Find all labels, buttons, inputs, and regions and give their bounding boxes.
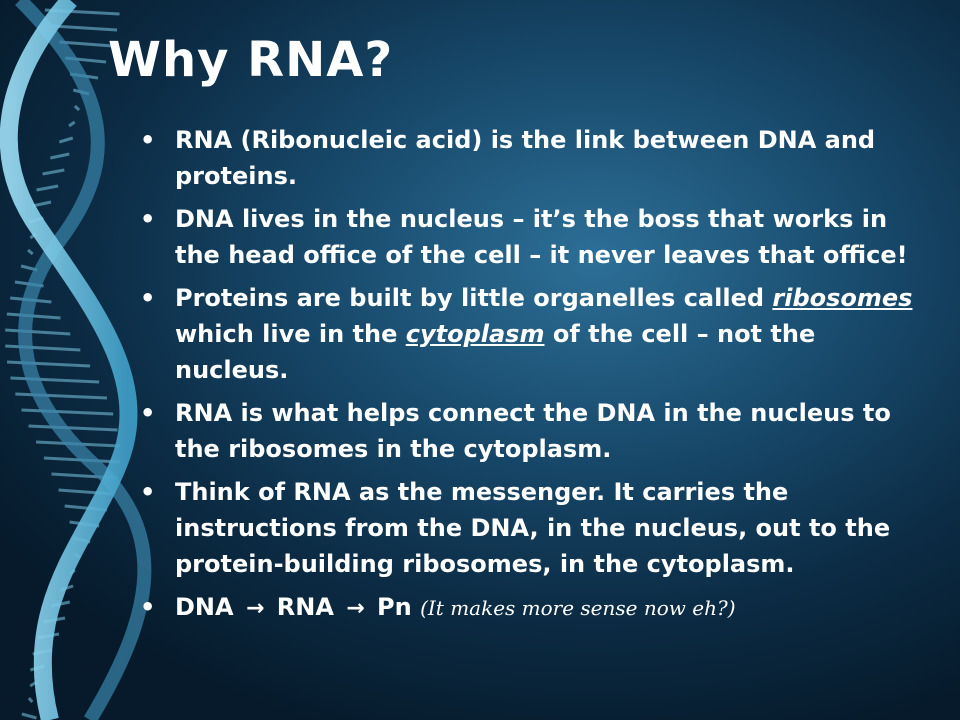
term-cytoplasm: cytoplasm <box>405 320 545 348</box>
bullet-text-part: Proteins are built by little organelles called <box>175 284 773 312</box>
bullet-item <box>140 122 930 194</box>
helix-rung <box>22 714 37 718</box>
helix-rung <box>59 138 72 142</box>
bullet-item <box>140 280 930 388</box>
helix-rung <box>75 106 79 110</box>
helix-rung <box>5 346 80 350</box>
helix-rung <box>5 330 70 334</box>
right-arrow-icon: → <box>245 596 265 621</box>
helix-rung <box>29 698 32 702</box>
flow-rna: RNA <box>276 593 334 621</box>
bullet-item <box>140 474 930 582</box>
bullet-text: DNA lives in the nucleus – it’s the boss that works in the head office of the cell – it never leaves that office! <box>175 205 908 269</box>
aside-remark: (It makes more sense now eh?) <box>420 596 736 620</box>
helix-rung <box>7 314 61 318</box>
bullet-item <box>140 589 930 627</box>
flow-dna: DNA <box>175 593 234 621</box>
bullet-text-part: which live in the <box>175 320 406 348</box>
bullet-text-part: of the cell – not the nucleus. <box>175 320 816 384</box>
bullet-marker: • <box>140 593 156 621</box>
helix-rung <box>21 410 113 414</box>
bullet-marker: • <box>140 205 156 233</box>
helix-rung <box>15 394 107 398</box>
bullet-marker: • <box>140 478 156 506</box>
bullet-item <box>140 395 930 467</box>
helix-rung <box>28 426 117 430</box>
helix-rung <box>43 170 65 174</box>
bullet-text: Think of RNA as the messenger. It carries the instructions from the DNA, in the nucleus, out to the protein-building ribosomes, in the cytoplasm. <box>175 478 891 578</box>
helix-rung <box>7 362 90 366</box>
bullet-list <box>140 122 930 634</box>
helix-rung <box>37 186 59 190</box>
flow-pn: Pn <box>377 593 412 621</box>
bullet-marker: • <box>140 399 156 427</box>
helix-rung <box>52 26 117 30</box>
right-arrow-icon: → <box>346 596 365 621</box>
bullet-text: RNA is what helps connect the DNA in the nucleus to the ribosomes in the cytoplasm. <box>175 399 891 463</box>
term-ribosomes: ribosomes <box>772 284 913 312</box>
bullet-marker: • <box>140 284 156 312</box>
bullet-text: RNA (Ribonucleic acid) is the link between DNA and proteins. <box>175 126 876 190</box>
slide-title: Why RNA? <box>108 32 394 88</box>
helix-rung <box>50 154 69 158</box>
bullet-item <box>140 201 930 273</box>
bullet-marker: • <box>140 126 156 154</box>
helix-rung <box>28 250 33 254</box>
helix-rung <box>10 378 99 382</box>
helix-rung <box>69 122 75 126</box>
